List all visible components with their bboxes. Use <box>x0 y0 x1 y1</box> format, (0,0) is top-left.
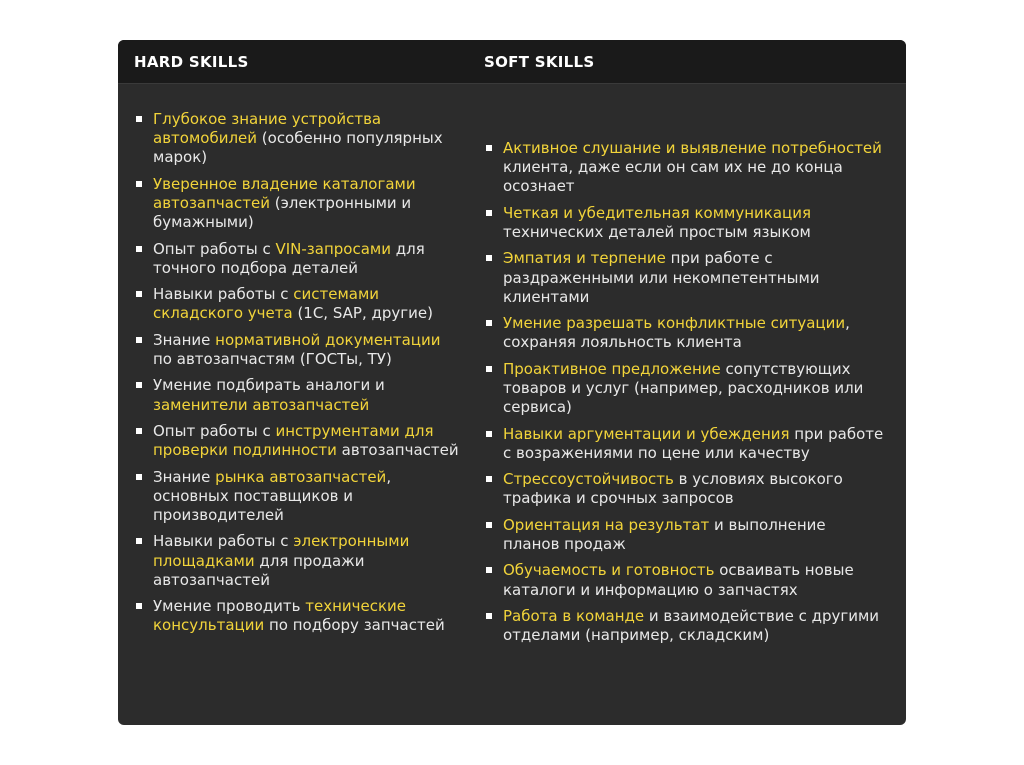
item-text: по подбору запчастей <box>264 616 445 635</box>
hard-skill-item <box>134 331 464 369</box>
table-header <box>118 40 906 84</box>
soft-skills-heading: SOFT SKILLS <box>484 52 595 71</box>
bullet-icon <box>486 567 492 573</box>
hard-skill-item <box>134 285 464 323</box>
soft-skill-item <box>484 470 884 508</box>
item-text: , сохраняя лояльность клиента <box>503 314 850 352</box>
bullet-icon <box>486 476 492 482</box>
item-text: Опыт работы с <box>153 239 276 258</box>
highlighted-text: рынка автозапчастей <box>215 467 387 486</box>
bullet-icon <box>136 428 142 434</box>
bullet-icon <box>136 246 142 252</box>
soft-skill-item <box>484 360 884 418</box>
soft-skill-item <box>484 561 884 599</box>
bullet-icon <box>136 116 142 122</box>
item-text: в условиях высокого трафика и срочных запросов <box>503 470 843 508</box>
item-text: клиента, даже если он сам их не до конца осознает <box>503 158 843 196</box>
item-text: при работе с возражениями по цене или качеству <box>503 424 884 462</box>
item-text: автозапчастей <box>336 441 459 460</box>
highlighted-text: VIN-запросами <box>275 239 391 258</box>
soft-skill-item <box>484 516 884 554</box>
bullet-icon <box>136 291 142 297</box>
highlighted-text: электронными площадками <box>153 532 410 570</box>
bullet-icon <box>486 522 492 528</box>
item-text: Знание <box>153 330 216 349</box>
item-text: (1С, SAP, другие) <box>292 304 433 323</box>
item-text: , основных поставщиков и производителей <box>153 467 392 524</box>
bullet-icon <box>136 603 142 609</box>
skills-table <box>118 40 906 725</box>
item-text: Навыки работы с <box>153 532 294 551</box>
item-text: (особенно популярных марок) <box>153 129 443 167</box>
item-text: технических деталей простым языком <box>503 223 811 241</box>
item-text: по автозапчастям (ГОСТы, ТУ) <box>153 349 392 368</box>
soft-skill-item <box>484 425 884 463</box>
bullet-icon <box>136 181 142 187</box>
highlighted-text: Активное слушание и выявление потребностей <box>503 139 882 157</box>
hard-skill-item <box>134 175 464 233</box>
bullet-icon <box>486 145 492 151</box>
soft-skill-item <box>484 249 884 307</box>
item-text: осваивать новые каталоги и информацию о запчастях <box>503 561 854 599</box>
soft-skills-column <box>484 139 884 653</box>
item-text: и выполнение планов продаж <box>503 515 826 553</box>
hard-skills-column <box>134 110 464 643</box>
bullet-icon <box>486 366 492 372</box>
hard-skills-list <box>134 110 464 636</box>
soft-skills-list <box>484 139 884 645</box>
item-text: Знание <box>153 467 216 486</box>
highlighted-text: Работа в команде <box>503 606 645 625</box>
highlighted-text: Глубокое знание устройства автомобилей <box>153 110 382 148</box>
highlighted-text: инструментами для проверки подлинности <box>153 421 434 460</box>
highlighted-text: Эмпатия и терпение <box>503 249 666 268</box>
item-text: для продажи автозапчастей <box>153 551 365 589</box>
highlighted-text: Уверенное владение каталогами автозапчастей <box>153 174 416 212</box>
hard-skill-item <box>134 376 464 414</box>
item-text: Навыки работы с <box>153 285 294 304</box>
highlighted-text: Обучаемость и готовность <box>503 561 715 580</box>
item-text: Умение проводить <box>153 597 306 616</box>
hard-skill-item <box>134 240 464 278</box>
bullet-icon <box>486 210 492 216</box>
hard-skill-item <box>134 532 464 590</box>
bullet-icon <box>486 613 492 619</box>
hard-skill-item <box>134 597 464 635</box>
hard-skills-heading: HARD SKILLS <box>134 52 249 71</box>
item-text: (электронными и бумажными) <box>153 194 412 232</box>
bullet-icon <box>136 538 142 544</box>
highlighted-text: заменители автозапчастей <box>153 395 370 414</box>
hard-skill-item <box>134 468 464 526</box>
bullet-icon <box>486 431 492 437</box>
hard-skill-item <box>134 422 464 460</box>
highlighted-text: Умение разрешать конфликтные ситуации <box>503 314 846 333</box>
soft-skill-item <box>484 314 884 352</box>
bullet-icon <box>136 382 142 388</box>
soft-skill-item <box>484 139 884 197</box>
highlighted-text: Ориентация на результат <box>503 515 710 534</box>
highlighted-text: Проактивное предложение <box>503 359 721 378</box>
bullet-icon <box>486 255 492 261</box>
highlighted-text: системами складского учета <box>153 285 380 323</box>
highlighted-text: нормативной документации <box>215 330 441 349</box>
bullet-icon <box>136 474 142 480</box>
item-text: при работе с раздраженными или некомпетентными клиентами <box>503 249 820 306</box>
highlighted-text: Четкая и убедительная коммуникация <box>503 203 812 222</box>
item-text: сопутствующих товаров и услуг (например, расходников или сервиса) <box>503 359 864 417</box>
soft-skill-item <box>484 607 884 645</box>
hard-skill-item <box>134 110 464 168</box>
highlighted-text: Стрессоустойчивость <box>503 470 674 489</box>
item-text: Умение подбирать аналоги и <box>153 376 385 395</box>
item-text: для точного подбора деталей <box>153 239 425 277</box>
soft-skill-item <box>484 204 884 242</box>
item-text: и взаимодействие с другими отделами (например, складским) <box>503 606 880 645</box>
highlighted-text: технические консультации <box>153 597 407 635</box>
highlighted-text: Навыки аргументации и убеждения <box>503 424 790 443</box>
bullet-icon <box>136 337 142 343</box>
item-text: Опыт работы с <box>153 421 276 440</box>
bullet-icon <box>486 320 492 326</box>
